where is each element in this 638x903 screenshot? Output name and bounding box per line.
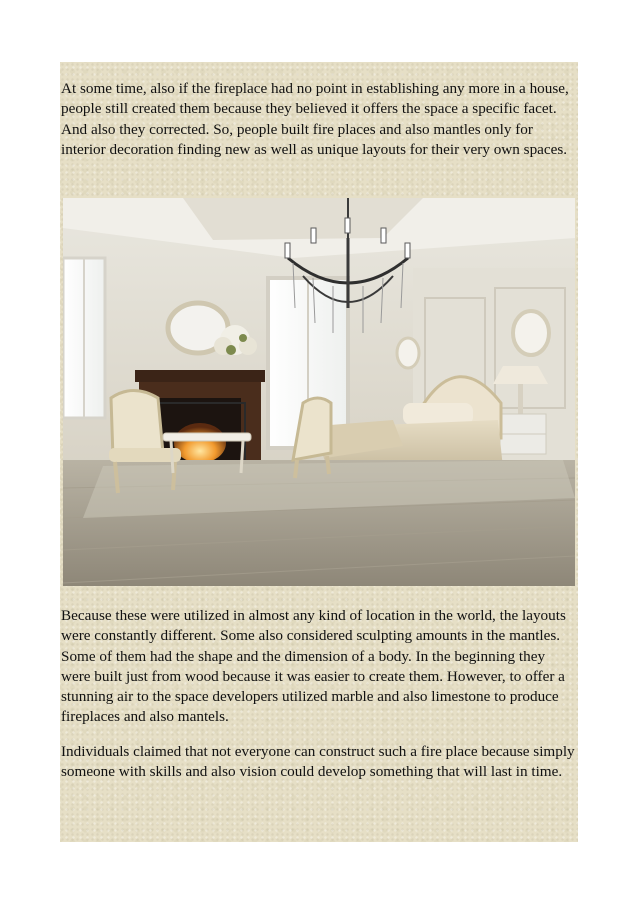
paragraph-3: Individuals claimed that not everyone can construct such a fire place because simply someone with skills and also vision could develop something that will last in time. [61,743,575,781]
paragraph-2: Because these were utilized in almost any kind of location in the world, the layouts were constantly different. Some also considered sculpting amounts in the mantles. Some of them had the shape and the dimension of a body. In the beginning they were built just from wood because it was easier to create them. However, to offer a stunning air to the space developers utilized marble and also limestone to produce fireplaces and also mantels. [61,607,566,726]
bedroom-fireplace-photo [63,198,575,586]
paragraph-1: At some time, also if the fireplace had no point in establishing any more in a house, people still created them because they believed it offers the space a specific facet. And also they corrected. So, people built fire places and also mantles only for interior decoration finding new as well as unique layouts for their very own spaces. [61,80,569,158]
document-page [60,62,578,842]
